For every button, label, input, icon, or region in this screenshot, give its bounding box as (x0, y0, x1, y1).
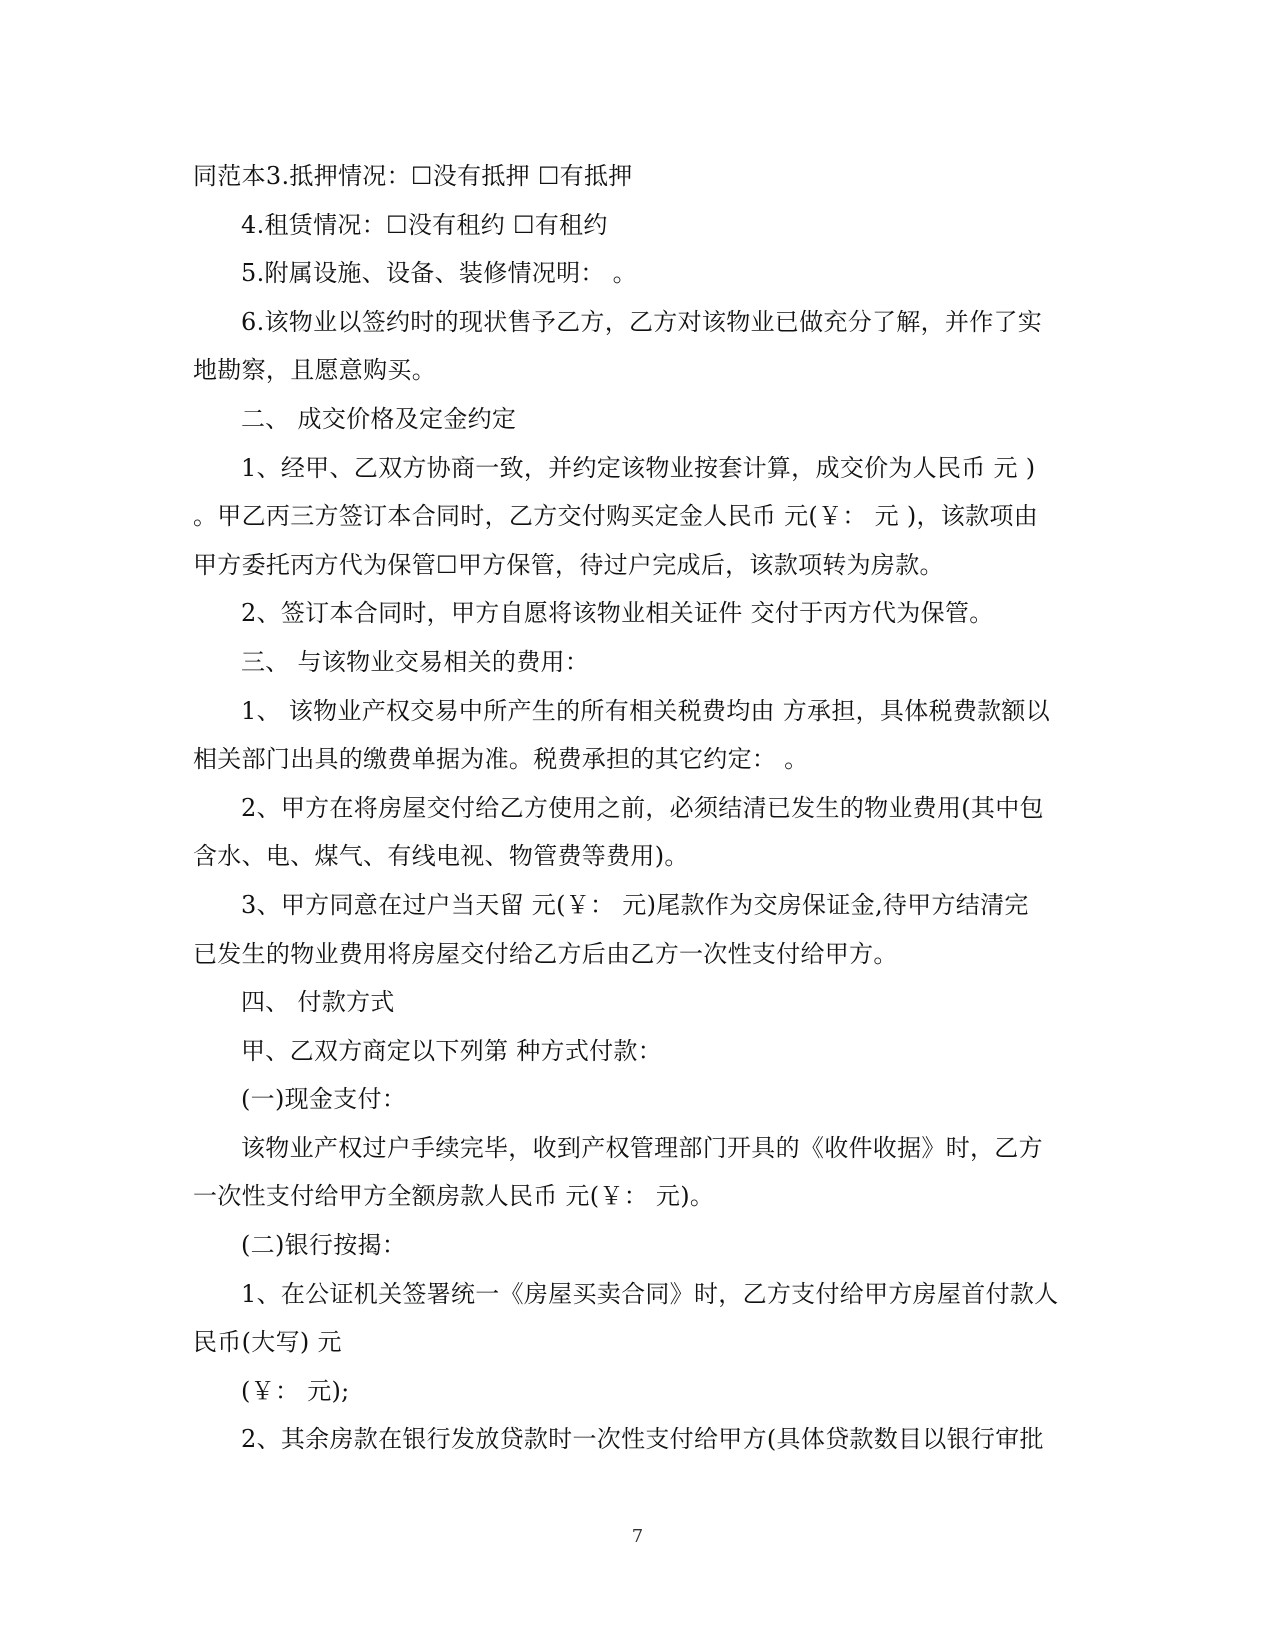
text-line: 1、经甲、乙双方协商一致，并约定该物业按套计算，成交价为人民币 元 ) (241, 453, 1036, 482)
text-line: 民币(大写) 元 (193, 1328, 342, 1357)
text-line: 该物业产权过户手续完毕，收到产权管理部门开具的《收件收据》时，乙方 (241, 1133, 1043, 1162)
text-line: 已发生的物业费用将房屋交付给乙方后由乙方一次性支付给甲方。 (193, 939, 898, 968)
text-line: 相关部门出具的缴费单据为准。税费承担的其它约定： 。 (193, 745, 809, 774)
text-line: 1、在公证机关签署统一《房屋买卖合同》时，乙方支付给甲方房屋首付款人 (241, 1279, 1059, 1308)
text-line: 。甲乙丙三方签订本合同时，乙方交付购买定金人民币 元(￥： 元 )，该款项由 (193, 502, 1039, 531)
text-line: 甲、乙双方商定以下列第 种方式付款： (241, 1036, 663, 1065)
text-line: 2、签订本合同时，甲方自愿将该物业相关证件 交付于丙方代为保管。 (241, 599, 994, 628)
text-line: (二)银行按揭： (241, 1231, 407, 1260)
text-line: 二、 成交价格及定金约定 (241, 404, 517, 433)
text-line: 3、甲方同意在过户当天留 元(￥： 元)尾款作为交房保证金,待甲方结清完 (241, 890, 1029, 919)
text-line: 一次性支付给甲方全额房款人民币 元(￥： 元)。 (193, 1182, 715, 1211)
text-line: 含水、电、煤气、有线电视、物管费等费用)。 (193, 842, 689, 871)
text-line: 四、 付款方式 (241, 988, 395, 1017)
text-line: (一)现金支付： (241, 1085, 407, 1114)
text-line: 5.附属设施、设备、装修情况明： 。 (241, 259, 637, 288)
text-line: 6.该物业以签约时的现状售予乙方，乙方对该物业已做充分了解，并作了实 (241, 307, 1043, 336)
text-line: 1、 该物业产权交易中所产生的所有相关税费均由 方承担，具体税费款额以 (241, 696, 1051, 725)
text-line: 同范本3.抵押情况：☐没有抵押 ☐有抵押 (193, 162, 633, 190)
text-line: 甲方委托丙方代为保管☐甲方保管，待过户完成后，该款项转为房款。 (193, 550, 944, 579)
document-body (193, 152, 1083, 1464)
text-line: 2、其余房款在银行发放贷款时一次性支付给甲方(具体贷款数目以银行审批 (241, 1425, 1044, 1454)
page-number: 7 (631, 1526, 644, 1547)
text-line: 三、 与该物业交易相关的费用： (241, 647, 590, 676)
text-line: 2、甲方在将房屋交付给乙方使用之前，必须结清已发生的物业费用(其中包 (241, 793, 1044, 822)
text-line: 地勘察，且愿意购买。 (193, 356, 436, 385)
text-line: (￥： 元); (241, 1376, 350, 1405)
text-line: 4.租赁情况：☐没有租约 ☐有租约 (241, 210, 608, 239)
